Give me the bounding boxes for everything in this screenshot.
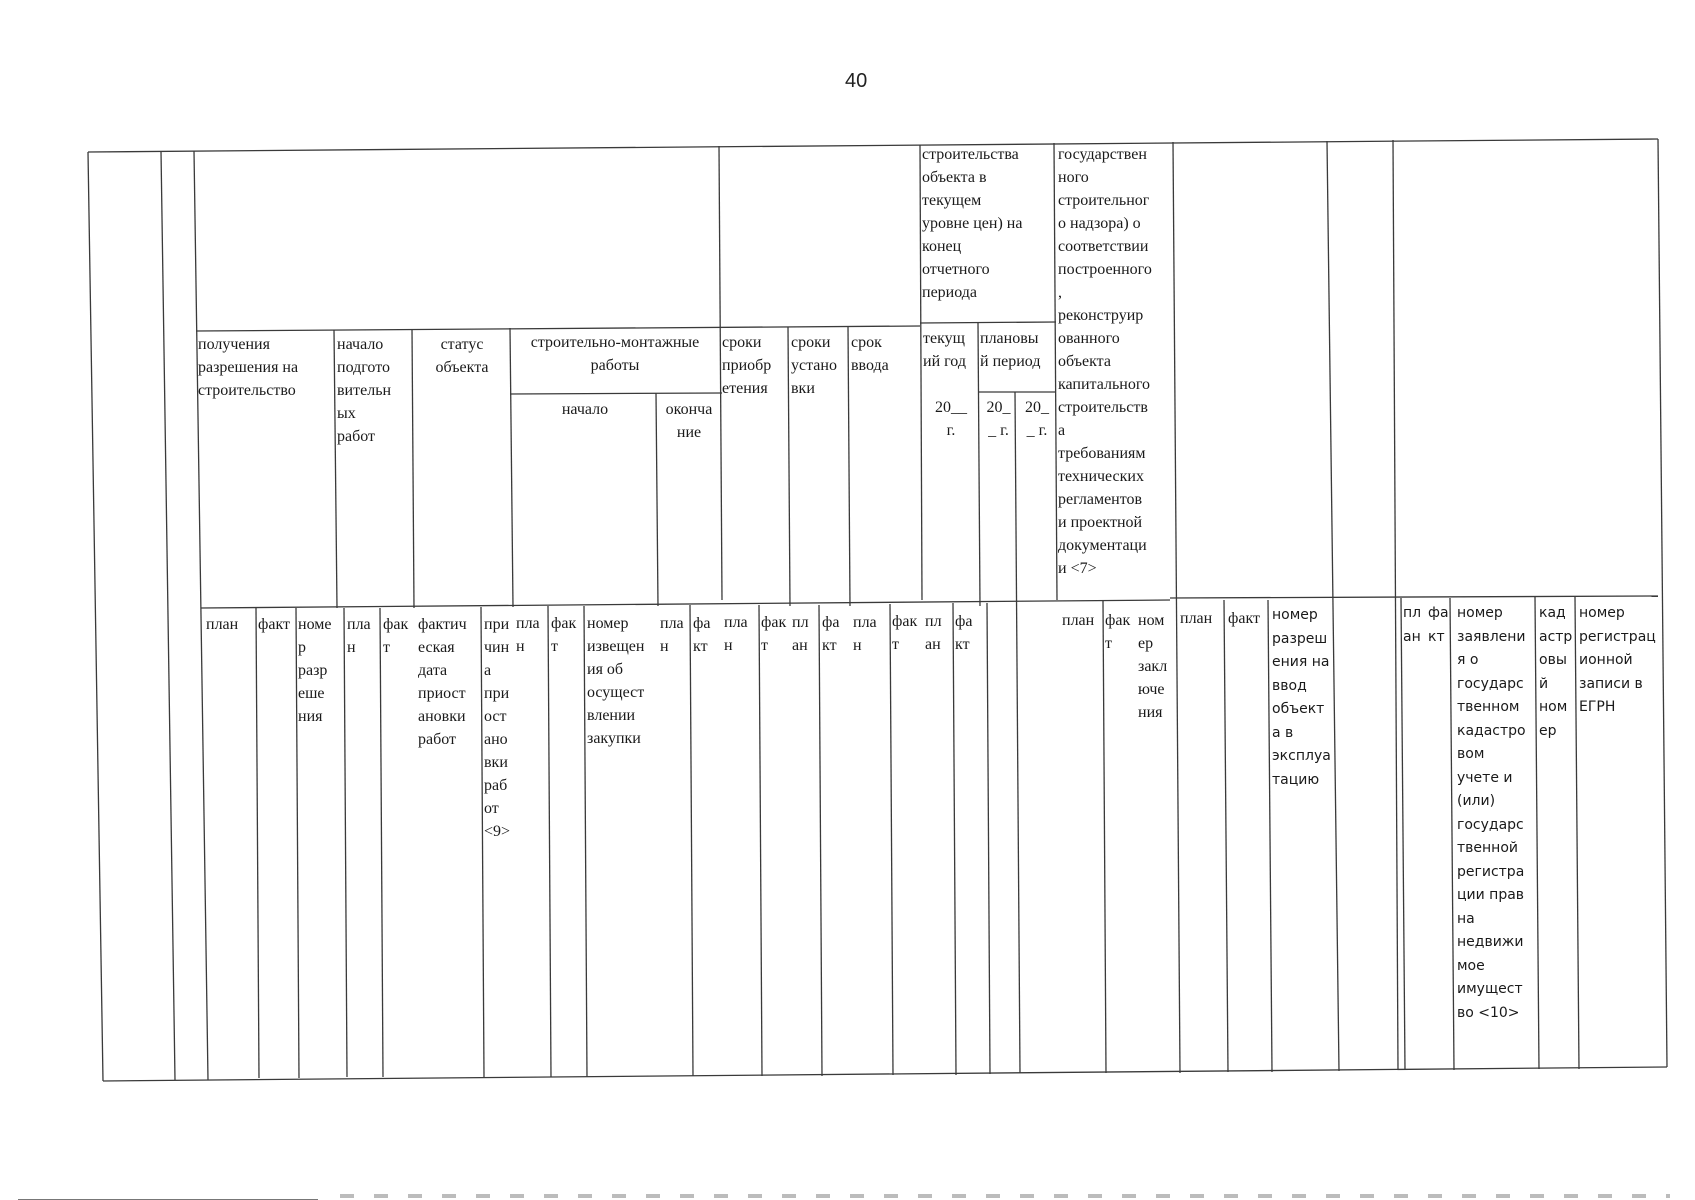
leaf-registration-fact: фа кт <box>1428 605 1449 645</box>
leaf-acquisition-plan: пла н <box>724 614 748 654</box>
page-number: 40 <box>845 70 868 92</box>
header-construction-works: строительно-монтажные работы <box>530 334 700 374</box>
leaf-cadastral-number: кад астр овы й ном ер <box>1539 605 1573 739</box>
leaf-current-year-fact: фа кт <box>955 613 973 653</box>
header-current-year: текущ ий год <box>923 330 966 370</box>
header-object-status: статус объекта <box>435 336 489 376</box>
header-year-current: 20__ г. <box>935 399 967 439</box>
leaf-smr-plan: пла н <box>516 615 540 655</box>
leaf-acquisition-fact: фак т <box>761 614 787 654</box>
header-conformity-conclusion: государствен ного строительног о надзора) о соответствии построенного , реконструир ованного объекта капитального строительств а требованиям технических регламентов и проектной документаци и <7> <box>1058 146 1152 577</box>
leaf-commissioning-plan: пла н <box>853 614 877 654</box>
header-cost-end-period: строительства объекта в текущем уровне цен) на конец отчетного периода <box>922 146 1023 301</box>
leaf-status-suspension-date: фактич еская дата приост ановки работ <box>418 616 467 748</box>
leaf-conclusion-plan: план <box>1062 612 1095 629</box>
header-smr-start: начало <box>561 401 609 418</box>
header-permit-group: получения разрешения на строительство <box>198 336 299 399</box>
leaf-status-suspension-reason: при чин а при ост ано вки раб от <9> <box>484 616 511 840</box>
leaf-current-year-plan: пл ан <box>925 613 942 653</box>
leaf-permit-fact: факт <box>258 616 291 633</box>
leaf-registration-plan: пл ан <box>1403 605 1422 645</box>
leaf-conclusion-number: ном ер закл юче ния <box>1138 612 1168 721</box>
leaf-operation-permit-number: номер разреш ения на ввод объект а в эксплуа тацию <box>1272 607 1331 788</box>
leaf-conclusion-fact: фак т <box>1105 612 1131 652</box>
leaf-prep-plan: пла н <box>347 616 371 656</box>
leaf-smr-end-fact: фа кт <box>693 615 711 655</box>
header-prep-work-start: начало подгото вительн ых работ <box>337 336 392 445</box>
leaf-egrn-record-number: номер регистрац ионной записи в ЕГРН <box>1579 605 1656 715</box>
leaf-registration-application-number: номер заявлени я о государс твенном кадастро вом учете и (или) государс твенной регистра ции прав на недвижи мое имущест во <10> <box>1457 605 1526 1021</box>
leaf-smr-end-plan: пла н <box>660 615 684 655</box>
leaf-smr-procurement-notice: номер извещен ия об осущест влении закупки <box>587 615 645 747</box>
header-acquisition-terms: сроки приобр етения <box>722 334 772 397</box>
leaf-installation-fact: фа кт <box>822 614 840 654</box>
leaf-operation-plan: план <box>1180 610 1213 627</box>
footer-scan-noise <box>340 1194 1670 1198</box>
leaf-prep-fact: фак т <box>383 616 409 656</box>
leaf-operation-fact: факт <box>1228 610 1261 627</box>
header-installation-terms: сроки устано вки <box>791 334 837 397</box>
header-year-plan-2: 20_ _ г. <box>1025 399 1049 439</box>
header-smr-end: оконча ние <box>665 401 713 441</box>
leaf-smr-fact: фак т <box>551 615 577 655</box>
leaf-permit-plan: план <box>206 616 239 633</box>
header-year-plan-1: 20_ _ г. <box>986 399 1011 439</box>
leaf-installation-plan: пл ан <box>792 614 809 654</box>
leaf-commissioning-fact: фак т <box>892 613 918 653</box>
header-planning-period: плановы й период <box>980 330 1041 370</box>
leaf-permit-number: номе р разр еше ния <box>298 616 332 725</box>
header-commissioning-term: срок ввода <box>851 334 889 374</box>
